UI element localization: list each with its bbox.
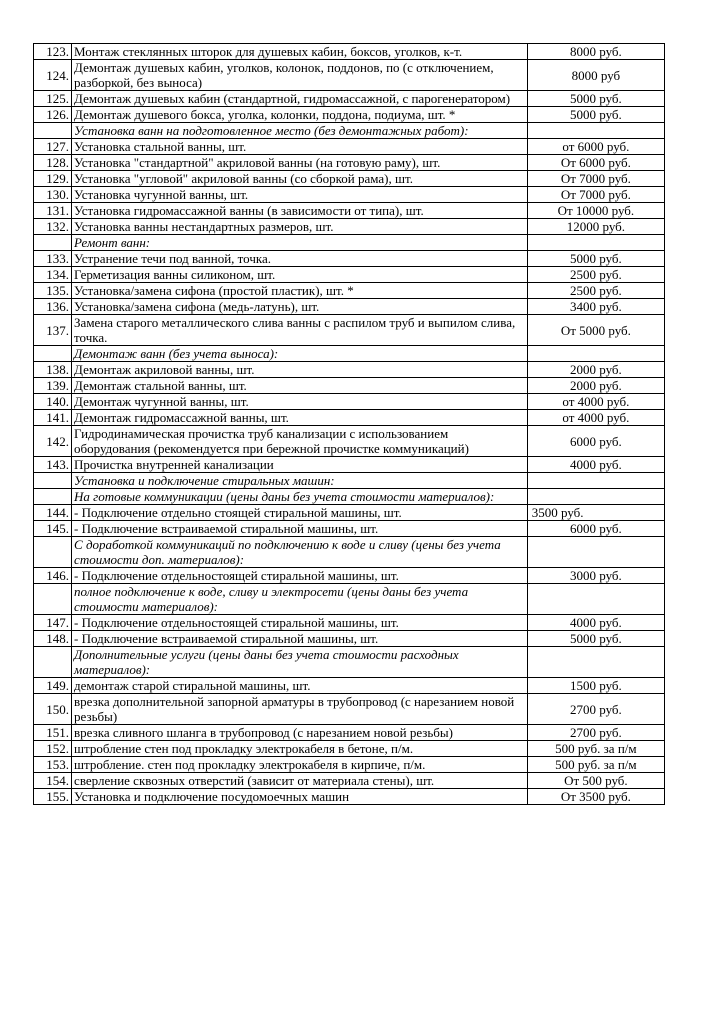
row-number bbox=[34, 584, 72, 615]
table-row bbox=[34, 91, 665, 107]
table-row bbox=[34, 107, 665, 123]
service-price: 2000 руб. bbox=[527, 378, 664, 394]
table-row bbox=[34, 678, 665, 694]
row-number: 140. bbox=[34, 394, 72, 410]
service-price: От 3500 руб. bbox=[527, 789, 664, 805]
table-row bbox=[34, 267, 665, 283]
row-number: 146. bbox=[34, 568, 72, 584]
table-row bbox=[34, 203, 665, 219]
service-price: От 7000 руб. bbox=[527, 187, 664, 203]
section-title: Ремонт ванн: bbox=[72, 235, 528, 251]
service-description: Установка и подключение посудомоечных машин bbox=[72, 789, 528, 805]
table-row bbox=[34, 299, 665, 315]
price-table-body bbox=[34, 44, 665, 805]
section-title: Дополнительные услуги (цены даны без учета стоимости расходных материалов): bbox=[72, 647, 528, 678]
row-number: 144. bbox=[34, 505, 72, 521]
service-price: От 6000 руб. bbox=[527, 155, 664, 171]
row-number: 148. bbox=[34, 631, 72, 647]
service-description: штробление стен под прокладку электрокабеля в бетоне, п/м. bbox=[72, 741, 528, 757]
service-description: Установка/замена сифона (простой пластик), шт. * bbox=[72, 283, 528, 299]
table-row bbox=[34, 251, 665, 267]
table-row bbox=[34, 521, 665, 537]
service-description: сверление сквозных отверстий (зависит от материала стены), шт. bbox=[72, 773, 528, 789]
section-row bbox=[34, 346, 665, 362]
row-number: 132. bbox=[34, 219, 72, 235]
service-price: 3000 руб. bbox=[527, 568, 664, 584]
table-row bbox=[34, 315, 665, 346]
service-price: От 7000 руб. bbox=[527, 171, 664, 187]
service-price bbox=[527, 123, 664, 139]
service-price: От 5000 руб. bbox=[527, 315, 664, 346]
service-description: Установка гидромассажной ванны (в зависимости от типа), шт. bbox=[72, 203, 528, 219]
table-row bbox=[34, 615, 665, 631]
row-number: 125. bbox=[34, 91, 72, 107]
section-title: полное подключение к воде, сливу и электросети (цены даны без учета стоимости материалов): bbox=[72, 584, 528, 615]
section-row bbox=[34, 537, 665, 568]
service-price: 2700 руб. bbox=[527, 725, 664, 741]
table-row bbox=[34, 219, 665, 235]
table-row bbox=[34, 789, 665, 805]
row-number bbox=[34, 346, 72, 362]
service-description: - Подключение встраиваемой стиральной машины, шт. bbox=[72, 521, 528, 537]
service-price: 3400 руб. bbox=[527, 299, 664, 315]
service-price: 8000 руб bbox=[527, 60, 664, 91]
service-description: - Подключение отдельностоящей стиральной машины, шт. bbox=[72, 615, 528, 631]
service-price: 500 руб. за п/м bbox=[527, 741, 664, 757]
section-row bbox=[34, 584, 665, 615]
service-price: 5000 руб. bbox=[527, 91, 664, 107]
service-description: Устранение течи под ванной, точка. bbox=[72, 251, 528, 267]
service-description: Установка чугунной ванны, шт. bbox=[72, 187, 528, 203]
service-description: Установка ванны нестандартных размеров, шт. bbox=[72, 219, 528, 235]
table-row bbox=[34, 378, 665, 394]
row-number: 138. bbox=[34, 362, 72, 378]
service-description: Установка стальной ванны, шт. bbox=[72, 139, 528, 155]
table-row bbox=[34, 631, 665, 647]
service-price: 3500 руб. bbox=[527, 505, 664, 521]
service-price bbox=[527, 647, 664, 678]
service-price: от 6000 руб. bbox=[527, 139, 664, 155]
row-number: 128. bbox=[34, 155, 72, 171]
table-row bbox=[34, 171, 665, 187]
service-description: Герметизация ванны силиконом, шт. bbox=[72, 267, 528, 283]
table-row bbox=[34, 505, 665, 521]
table-row bbox=[34, 139, 665, 155]
service-price: 5000 руб. bbox=[527, 631, 664, 647]
service-price bbox=[527, 235, 664, 251]
table-row bbox=[34, 155, 665, 171]
service-description: Монтаж стеклянных шторок для душевых кабин, боксов, уголков, к-т. bbox=[72, 44, 528, 60]
service-price: 2500 руб. bbox=[527, 267, 664, 283]
table-row bbox=[34, 283, 665, 299]
row-number: 124. bbox=[34, 60, 72, 91]
row-number: 147. bbox=[34, 615, 72, 631]
service-description: Демонтаж акриловой ванны, шт. bbox=[72, 362, 528, 378]
table-row bbox=[34, 725, 665, 741]
service-price: от 4000 руб. bbox=[527, 410, 664, 426]
service-description: штробление. стен под прокладку электрокабеля в кирпиче, п/м. bbox=[72, 757, 528, 773]
service-description: - Подключение встраиваемой стиральной машины, шт. bbox=[72, 631, 528, 647]
service-description: Демонтаж душевых кабин (стандартной, гидромассажной, с парогенератором) bbox=[72, 91, 528, 107]
row-number: 151. bbox=[34, 725, 72, 741]
table-row bbox=[34, 694, 665, 725]
row-number: 149. bbox=[34, 678, 72, 694]
service-description: - Подключение отдельно стоящей стиральной машины, шт. bbox=[72, 505, 528, 521]
service-price: 2700 руб. bbox=[527, 694, 664, 725]
section-title: С доработкой коммуникаций по подключению к воде и сливу (цены без учета стоимости доп. материалов): bbox=[72, 537, 528, 568]
service-description: Гидродинамическая прочистка труб канализации с использованием оборудования (рекомендуется при бережной прочистке коммуникаций) bbox=[72, 426, 528, 457]
row-number: 142. bbox=[34, 426, 72, 457]
service-price: 2500 руб. bbox=[527, 283, 664, 299]
service-price bbox=[527, 346, 664, 362]
service-price bbox=[527, 584, 664, 615]
table-row bbox=[34, 741, 665, 757]
service-price: 4000 руб. bbox=[527, 457, 664, 473]
section-row bbox=[34, 123, 665, 139]
row-number: 131. bbox=[34, 203, 72, 219]
service-description: Установка/замена сифона (медь-латунь), шт. bbox=[72, 299, 528, 315]
service-price: От 10000 руб. bbox=[527, 203, 664, 219]
service-description: Демонтаж гидромассажной ванны, шт. bbox=[72, 410, 528, 426]
service-price: 4000 руб. bbox=[527, 615, 664, 631]
service-description: Демонтаж душевого бокса, уголка, колонки, поддона, подиума, шт. * bbox=[72, 107, 528, 123]
table-row bbox=[34, 187, 665, 203]
row-number: 150. bbox=[34, 694, 72, 725]
service-price: 6000 руб. bbox=[527, 521, 664, 537]
service-description: демонтаж старой стиральной машины, шт. bbox=[72, 678, 528, 694]
row-number: 126. bbox=[34, 107, 72, 123]
service-price: 8000 руб. bbox=[527, 44, 664, 60]
service-description: Демонтаж чугунной ванны, шт. bbox=[72, 394, 528, 410]
row-number: 133. bbox=[34, 251, 72, 267]
row-number: 153. bbox=[34, 757, 72, 773]
row-number: 130. bbox=[34, 187, 72, 203]
row-number bbox=[34, 647, 72, 678]
table-row bbox=[34, 426, 665, 457]
section-title: На готовые коммуникации (цены даны без учета стоимости материалов): bbox=[72, 489, 528, 505]
service-description: Замена старого металлического слива ванны с распилом труб и выпилом слива, точка. bbox=[72, 315, 528, 346]
service-description: - Подключение отдельностоящей стиральной машины, шт. bbox=[72, 568, 528, 584]
table-row bbox=[34, 60, 665, 91]
table-row bbox=[34, 773, 665, 789]
service-price: 5000 руб. bbox=[527, 107, 664, 123]
service-description: Демонтаж стальной ванны, шт. bbox=[72, 378, 528, 394]
service-price: От 500 руб. bbox=[527, 773, 664, 789]
section-title: Демонтаж ванн (без учета выноса): bbox=[72, 346, 528, 362]
row-number: 141. bbox=[34, 410, 72, 426]
service-description: Установка "стандартной" акриловой ванны (на готовую раму), шт. bbox=[72, 155, 528, 171]
service-price: от 4000 руб. bbox=[527, 394, 664, 410]
row-number: 137. bbox=[34, 315, 72, 346]
row-number bbox=[34, 537, 72, 568]
row-number: 152. bbox=[34, 741, 72, 757]
row-number: 127. bbox=[34, 139, 72, 155]
section-row bbox=[34, 473, 665, 489]
table-row bbox=[34, 44, 665, 60]
service-description: врезка сливного шланга в трубопровод (с нарезанием новой резьбы) bbox=[72, 725, 528, 741]
service-price: 500 руб. за п/м bbox=[527, 757, 664, 773]
service-description: Установка "угловой" акриловой ванны (со сборкой рама), шт. bbox=[72, 171, 528, 187]
service-price bbox=[527, 537, 664, 568]
row-number: 139. bbox=[34, 378, 72, 394]
table-row bbox=[34, 757, 665, 773]
row-number bbox=[34, 235, 72, 251]
service-description: Прочистка внутренней канализации bbox=[72, 457, 528, 473]
table-row bbox=[34, 394, 665, 410]
row-number: 123. bbox=[34, 44, 72, 60]
price-table bbox=[33, 43, 665, 805]
service-price: 6000 руб. bbox=[527, 426, 664, 457]
section-row bbox=[34, 235, 665, 251]
service-price: 2000 руб. bbox=[527, 362, 664, 378]
row-number bbox=[34, 473, 72, 489]
table-row bbox=[34, 457, 665, 473]
row-number: 143. bbox=[34, 457, 72, 473]
service-price: 1500 руб. bbox=[527, 678, 664, 694]
row-number: 154. bbox=[34, 773, 72, 789]
table-row bbox=[34, 410, 665, 426]
row-number bbox=[34, 123, 72, 139]
row-number: 129. bbox=[34, 171, 72, 187]
service-price: 5000 руб. bbox=[527, 251, 664, 267]
row-number: 145. bbox=[34, 521, 72, 537]
row-number: 135. bbox=[34, 283, 72, 299]
service-price bbox=[527, 473, 664, 489]
row-number bbox=[34, 489, 72, 505]
table-row bbox=[34, 362, 665, 378]
service-description: Демонтаж душевых кабин, уголков, колонок, поддонов, по (с отключением, разборкой, без выноса) bbox=[72, 60, 528, 91]
row-number: 155. bbox=[34, 789, 72, 805]
section-row bbox=[34, 489, 665, 505]
service-price bbox=[527, 489, 664, 505]
row-number: 136. bbox=[34, 299, 72, 315]
section-title: Установка ванн на подготовленное место (без демонтажных работ): bbox=[72, 123, 528, 139]
service-price: 12000 руб. bbox=[527, 219, 664, 235]
row-number: 134. bbox=[34, 267, 72, 283]
section-title: Установка и подключение стиральных машин: bbox=[72, 473, 528, 489]
section-row bbox=[34, 647, 665, 678]
table-row bbox=[34, 568, 665, 584]
service-description: врезка дополнительной запорной арматуры в трубопровод (с нарезанием новой резьбы) bbox=[72, 694, 528, 725]
